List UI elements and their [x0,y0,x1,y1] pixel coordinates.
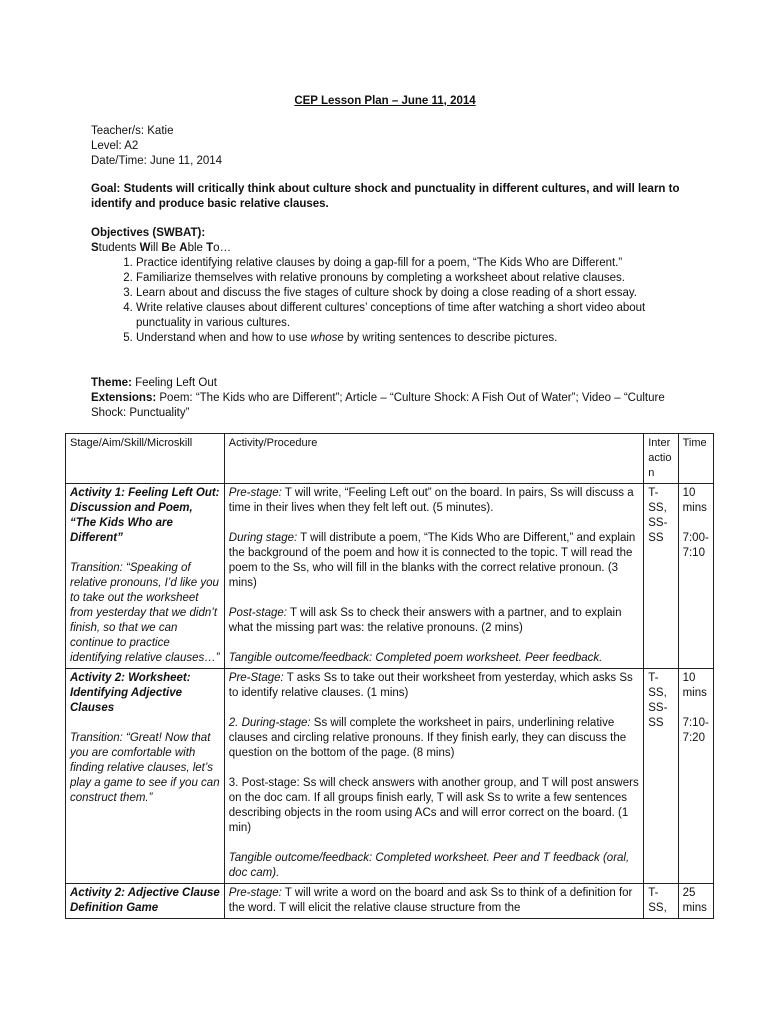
teacher-line: Teacher/s: Katie [91,125,174,137]
lesson-meta [91,124,691,169]
interaction-line: T- [648,887,659,899]
objectives-subheading: Students Will Be Able To… [91,242,232,254]
procedure-cell [224,884,643,919]
interaction-line: SS, [648,687,667,699]
procedure-step [229,606,639,636]
step-text: Ss will complete the worksheet in pairs, underlining relative clauses and circling relative pronouns. If they finish early, they can discuss the question on the bottom of the page. (8 mins) [228,717,627,759]
step-label: Post-stage: [228,607,287,619]
stage-title: Activity 2: Adjective Clause Definition Game [70,887,220,914]
stage-cell [66,884,225,919]
procedure-step [229,716,639,761]
theme-label: Theme: [91,377,132,389]
level-line: Level: A2 [91,140,139,152]
stage-cell [66,484,225,669]
procedure-cell [224,484,643,669]
table-header-row [66,434,714,484]
time-cell [678,484,713,669]
time-cell [678,669,713,884]
interaction-cell [644,669,678,884]
theme-line [91,376,691,391]
step-text: T will write, “Feeling Left out” on the board. In pairs, Ss will discuss a time in their lives when they felt left out. (5 minutes). [228,487,634,514]
step-label: During stage: [228,532,298,544]
table-row [66,884,714,919]
procedure-step [229,486,639,516]
objective-item: 3. Learn about and discuss the five stages of culture shock by doing a close reading of a short essay. [136,286,691,301]
objective-item: 4. Write relative clauses about different cultures’ conceptions of time after watching a short video about punctuality in various cultures. [136,301,691,331]
page-title: CEP Lesson Plan – June 11, 2014 [294,95,476,107]
theme-section [91,376,691,421]
procedure-outcome: Tangible outcome/feedback: Completed worksheet. Peer and T feedback (oral, doc cam). [228,852,630,879]
interaction-line: SS [648,532,664,544]
step-label: 2. During-stage: [228,717,311,729]
header-activity: Activity/Procedure [224,434,643,484]
extensions-value: Poem: “The Kids who are Different”; Article – “Culture Shock: A Fish Out of Water”; Video – “Culture Shock: Punctuality” [91,392,665,419]
interaction-line: SS, [648,902,667,914]
datetime-line: Date/Time: June 11, 2014 [91,155,223,167]
objective-item: 1. Practice identifying relative clauses by doing a gap-fill for a poem, “The Kids Who are Different.” [136,256,691,271]
header-stage: Stage/Aim/Skill/Microskill [66,434,225,484]
header-interaction: Interaction [644,434,678,484]
interaction-line: T- [648,672,659,684]
time-duration: 10 mins [682,487,707,514]
step-text: T asks Ss to take out their worksheet from yesterday, which asks Ss to identify relative clauses. (1 mins) [228,672,633,699]
time-range: 7:10-7:20 [682,717,709,744]
procedure-outcome: Tangible outcome/feedback: Completed poem worksheet. Peer feedback. [228,652,603,664]
procedure-step [229,531,639,591]
stage-title: Activity 1: Feeling Left Out: Discussion and Poem, “The Kids Who are Different” [70,487,220,544]
theme-value: Feeling Left Out [131,377,217,389]
objective-item: 2. Familiarize themselves with relative pronouns by completing a worksheet about relative clauses. [136,271,691,286]
objective-item: 5. Understand when and how to use whose by writing sentences to describe pictures. [136,331,691,346]
interaction-line: SS [648,717,664,729]
time-duration: 25 mins [682,887,707,914]
table-row [66,484,714,669]
interaction-cell [644,884,678,919]
procedure-step [229,671,639,701]
stage-title: Activity 2: Worksheet: Identifying Adjective Clauses [70,672,191,714]
extensions-line [91,391,691,421]
goal-statement: Goal: Students will critically think about culture shock and punctuality in different cultures, and will learn to identify and produce basic relative clauses. [91,183,680,210]
interaction-line: T- [648,487,659,499]
step-text: T will ask Ss to check their answers with a partner, and to explain what the missing part was: the relative pronouns. (2 mins) [228,607,622,634]
interaction-line: SS- [648,517,668,529]
step-text: T will write a word on the board and ask Ss to think of a definition for the word. T will elicit the relative clause structure from the [228,887,633,914]
procedure-step: 3. Post-stage: Ss will check answers with another group, and T will post answers on the doc cam. If all groups finish early, T will ask Ss to write a few sentences describing objects in the room using ACs and will error correct on the board. (1 min) [228,777,639,834]
objectives-list [91,256,691,346]
interaction-cell [644,484,678,669]
step-label: Pre-Stage: [228,672,284,684]
step-label: Pre-stage: [228,887,282,899]
step-label: Pre-stage: [228,487,282,499]
time-cell [678,884,713,919]
time-duration: 10 mins [682,672,707,699]
procedure-cell [224,669,643,884]
table-row [66,669,714,884]
procedure-step [229,886,639,916]
header-time: Time [678,434,713,484]
transition-text: Transition: “Great! Now that you are comfortable with finding relative clauses, let’s play a game to see if you can construct them.” [70,732,220,804]
objectives-heading: Objectives (SWBAT): [91,227,206,239]
time-range: 7:00-7:10 [682,532,709,559]
lesson-table [65,433,714,919]
objectives-section [91,226,691,346]
stage-cell [66,669,225,884]
extensions-label: Extensions: [91,392,157,404]
interaction-line: SS- [648,702,668,714]
transition-text: Transition: “Speaking of relative pronouns, I’d like you to take out the worksheet from yesterday that we didn’t finish, so that we can continue to practice identifying relative clauses…” [70,562,220,664]
interaction-line: SS, [648,502,667,514]
step-text: T will distribute a poem, “The Kids Who are Different,” and explain the background of the poem and how it is connected to the topic. T will read the poem to the Ss, who will fill in the blanks with the correct relative pronoun. (3 mins) [228,532,636,589]
